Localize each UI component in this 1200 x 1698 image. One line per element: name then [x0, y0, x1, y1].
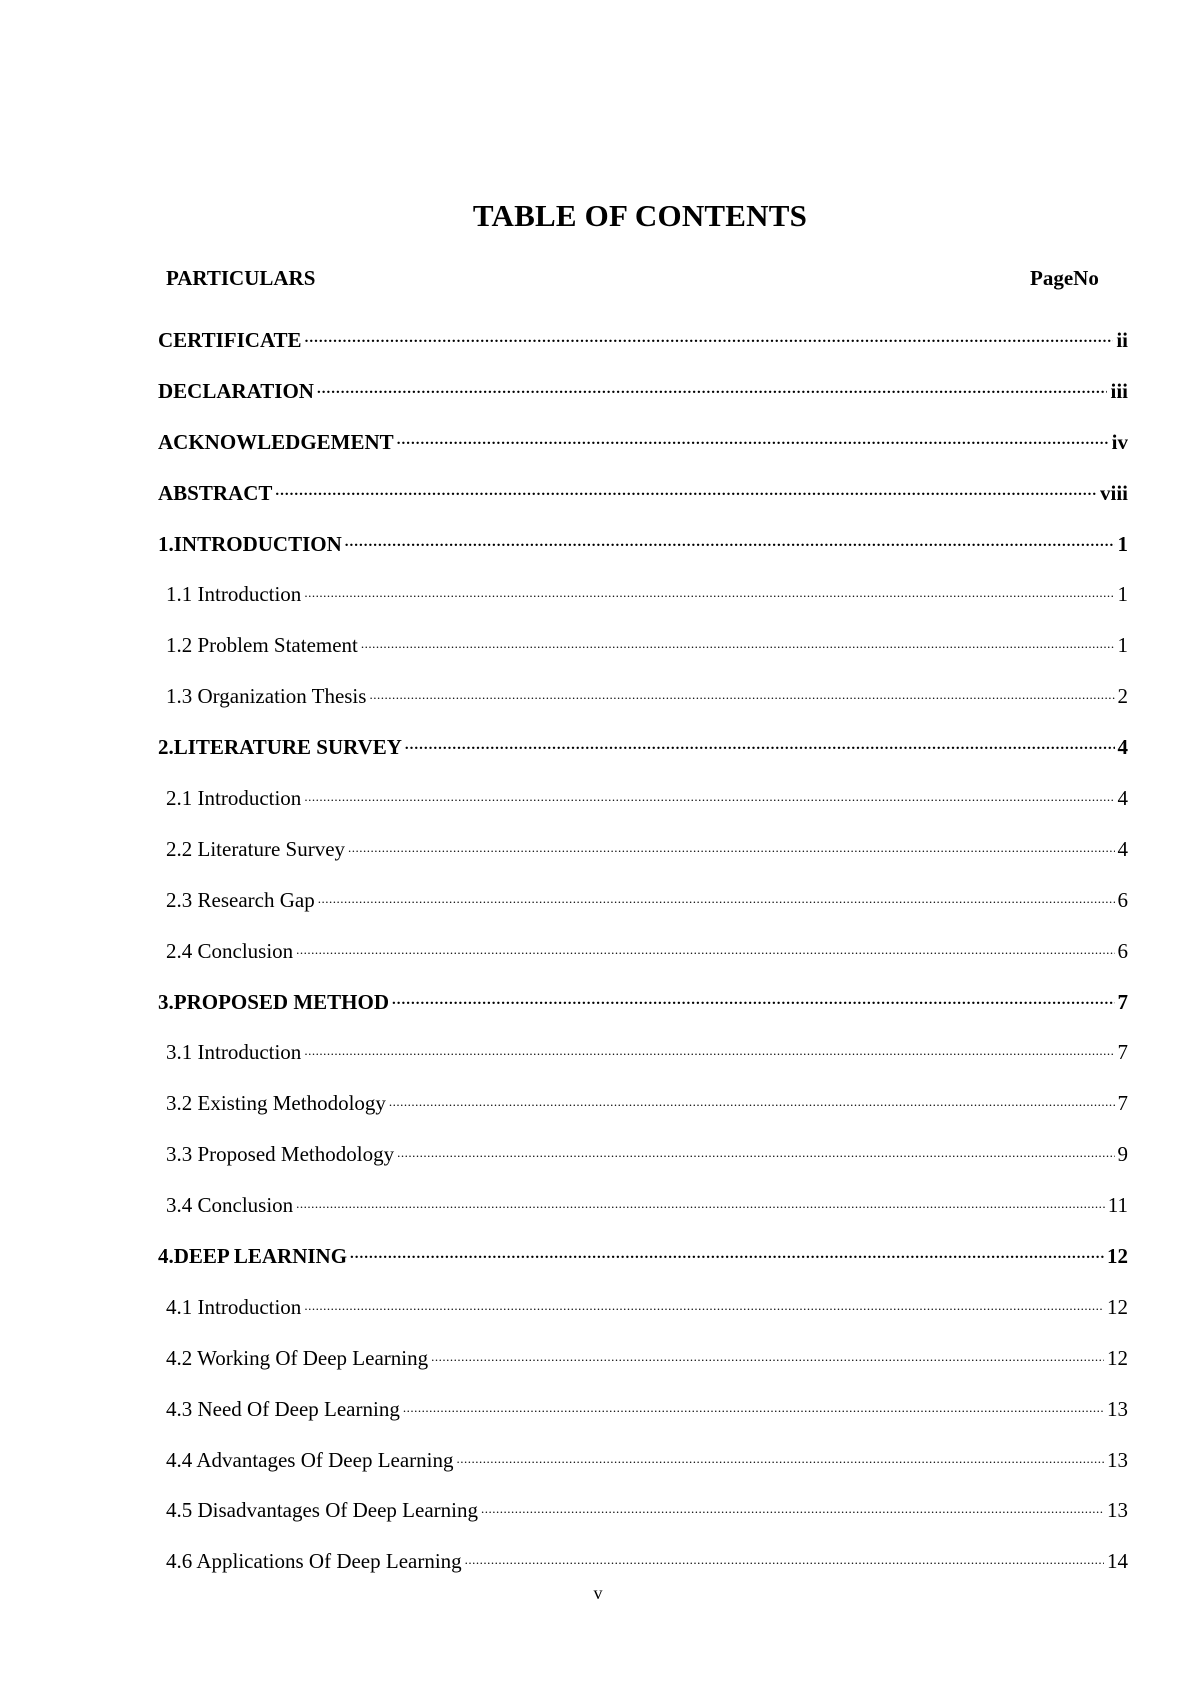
- toc-section-entry: [158, 733, 1128, 784]
- dot-leader: [403, 1395, 1104, 1416]
- toc-entry-label: 4.4 Advantages Of Deep Learning: [166, 1447, 454, 1472]
- toc-entry-label: ACKNOWLEDGEMENT: [158, 429, 394, 454]
- toc-section-entry: [158, 428, 1128, 479]
- toc-entry-page-number: 11: [1107, 1193, 1128, 1218]
- toc-entry-page-number: 7: [1117, 989, 1128, 1014]
- toc-entry-page-number: 4: [1117, 836, 1128, 861]
- toc-entry-page-number: 9: [1117, 1142, 1128, 1167]
- toc-subsection-entry: [158, 835, 1128, 886]
- toc-entry-label: 2.4 Conclusion: [166, 938, 294, 963]
- toc-entry-page-number: 13: [1107, 1498, 1128, 1523]
- toc-entry-label: 3.2 Existing Methodology: [166, 1091, 386, 1116]
- dot-leader: [304, 784, 1114, 805]
- toc-section-entry: [158, 479, 1128, 530]
- toc-subsection-entry: [158, 580, 1128, 631]
- toc-section-entry: [158, 988, 1128, 1039]
- toc-subsection-entry: [158, 631, 1128, 682]
- toc-entry-label: 2.2 Literature Survey: [166, 836, 346, 861]
- toc-entry-page-number: 7: [1117, 1040, 1128, 1065]
- toc-entry-label: 3.PROPOSED METHOD: [158, 989, 390, 1014]
- toc-entry-label: 2.LITERATURE SURVEY: [158, 735, 402, 760]
- dot-leader: [305, 326, 1114, 347]
- toc-subsection-entry: [158, 1038, 1128, 1089]
- toc-entry-page-number: 7: [1117, 1091, 1128, 1116]
- particulars-header: PARTICULARS: [166, 266, 316, 290]
- footer-page-number: v: [593, 1583, 603, 1603]
- page-number-header: PageNo: [1030, 266, 1099, 290]
- toc-entry-label: 4.3 Need Of Deep Learning: [166, 1396, 400, 1421]
- toc-entry-label: DECLARATION: [158, 378, 314, 403]
- dot-leader: [345, 530, 1115, 551]
- toc-subsection-entry: [158, 1293, 1128, 1344]
- toc-entry-label: 2.1 Introduction: [166, 786, 302, 811]
- dot-leader: [304, 1038, 1114, 1059]
- dot-leader: [389, 1089, 1115, 1110]
- dot-leader: [397, 1140, 1114, 1161]
- toc-entry-page-number: 1: [1117, 531, 1128, 556]
- dot-leader: [275, 479, 1097, 500]
- toc-section-entry: [158, 530, 1128, 581]
- dot-leader: [350, 1242, 1104, 1263]
- dot-leader: [317, 377, 1108, 398]
- dot-leader: [465, 1547, 1104, 1568]
- toc-subsection-entry: [158, 1140, 1128, 1191]
- toc-entry-label: CERTIFICATE: [158, 328, 302, 352]
- toc-subsection-entry: [158, 1446, 1128, 1497]
- toc-entry-label: 4.1 Introduction: [166, 1294, 302, 1319]
- toc-subsection-entry: [158, 784, 1128, 835]
- dot-leader: [304, 1293, 1104, 1314]
- toc-entry-label: 4.5 Disadvantages Of Deep Learning: [166, 1498, 478, 1523]
- dot-leader: [392, 988, 1114, 1009]
- table-of-contents-list: [158, 326, 1128, 1598]
- toc-entry-label: 4.6 Applications Of Deep Learning: [166, 1549, 462, 1574]
- dot-leader: [481, 1496, 1104, 1517]
- dot-leader: [304, 580, 1114, 601]
- toc-entry-label: 1.3 Organization Thesis: [166, 684, 367, 709]
- dot-leader: [296, 1191, 1105, 1212]
- toc-subsection-entry: [158, 1395, 1128, 1446]
- toc-entry-page-number: 13: [1107, 1396, 1128, 1421]
- toc-section-entry: [158, 377, 1128, 428]
- toc-entry-label: 4.DEEP LEARNING: [158, 1244, 348, 1269]
- toc-entry-label: 2.3 Research Gap: [166, 887, 315, 912]
- dot-leader: [296, 937, 1114, 958]
- toc-subsection-entry: [158, 937, 1128, 988]
- toc-subsection-entry: [158, 1089, 1128, 1140]
- dot-leader: [348, 835, 1114, 856]
- toc-entry-page-number: 12: [1107, 1244, 1128, 1269]
- toc-section-entry: [158, 1242, 1128, 1293]
- dot-leader: [369, 682, 1114, 703]
- dot-leader: [457, 1446, 1105, 1467]
- toc-subsection-entry: [158, 886, 1128, 937]
- dot-leader: [431, 1344, 1104, 1365]
- toc-entry-page-number: 6: [1117, 887, 1128, 912]
- toc-entry-page-number: 14: [1107, 1549, 1128, 1574]
- page-title: TABLE OF CONTENTS: [472, 198, 808, 233]
- toc-entry-page-number: viii: [1099, 480, 1128, 505]
- toc-subsection-entry: [158, 682, 1128, 733]
- toc-entry-page-number: 1: [1117, 633, 1128, 658]
- dot-leader: [405, 733, 1115, 754]
- toc-entry-label: 1.1 Introduction: [166, 582, 302, 607]
- toc-entry-label: 4.2 Working Of Deep Learning: [166, 1345, 429, 1370]
- toc-entry-label: 3.1 Introduction: [166, 1040, 302, 1065]
- toc-entry-label: 1.INTRODUCTION: [158, 531, 342, 556]
- toc-entry-page-number: iv: [1111, 429, 1128, 454]
- dot-leader: [318, 886, 1115, 907]
- toc-entry-page-number: 6: [1117, 938, 1128, 963]
- toc-entry-page-number: 1: [1117, 582, 1128, 607]
- toc-entry-label: 1.2 Problem Statement: [166, 633, 358, 658]
- toc-entry-page-number: 4: [1117, 735, 1128, 760]
- toc-entry-page-number: 12: [1107, 1345, 1128, 1370]
- toc-entry-label: 3.3 Proposed Methodology: [166, 1142, 395, 1167]
- toc-entry-page-number: 2: [1117, 684, 1128, 709]
- toc-entry-page-number: iii: [1110, 378, 1128, 403]
- toc-entry-label: 3.4 Conclusion: [166, 1193, 294, 1218]
- toc-section-entry: [158, 326, 1128, 377]
- dot-leader: [361, 631, 1115, 652]
- toc-entry-page-number: 4: [1117, 786, 1128, 811]
- toc-entry-page-number: 12: [1107, 1294, 1128, 1319]
- toc-entry-label: ABSTRACT: [158, 480, 273, 505]
- toc-subsection-entry: [158, 1191, 1128, 1242]
- toc-entry-page-number: 13: [1107, 1447, 1128, 1472]
- toc-entry-page-number: ii: [1116, 328, 1128, 352]
- toc-subsection-entry: [158, 1344, 1128, 1395]
- dot-leader: [397, 428, 1109, 449]
- toc-subsection-entry: [158, 1496, 1128, 1547]
